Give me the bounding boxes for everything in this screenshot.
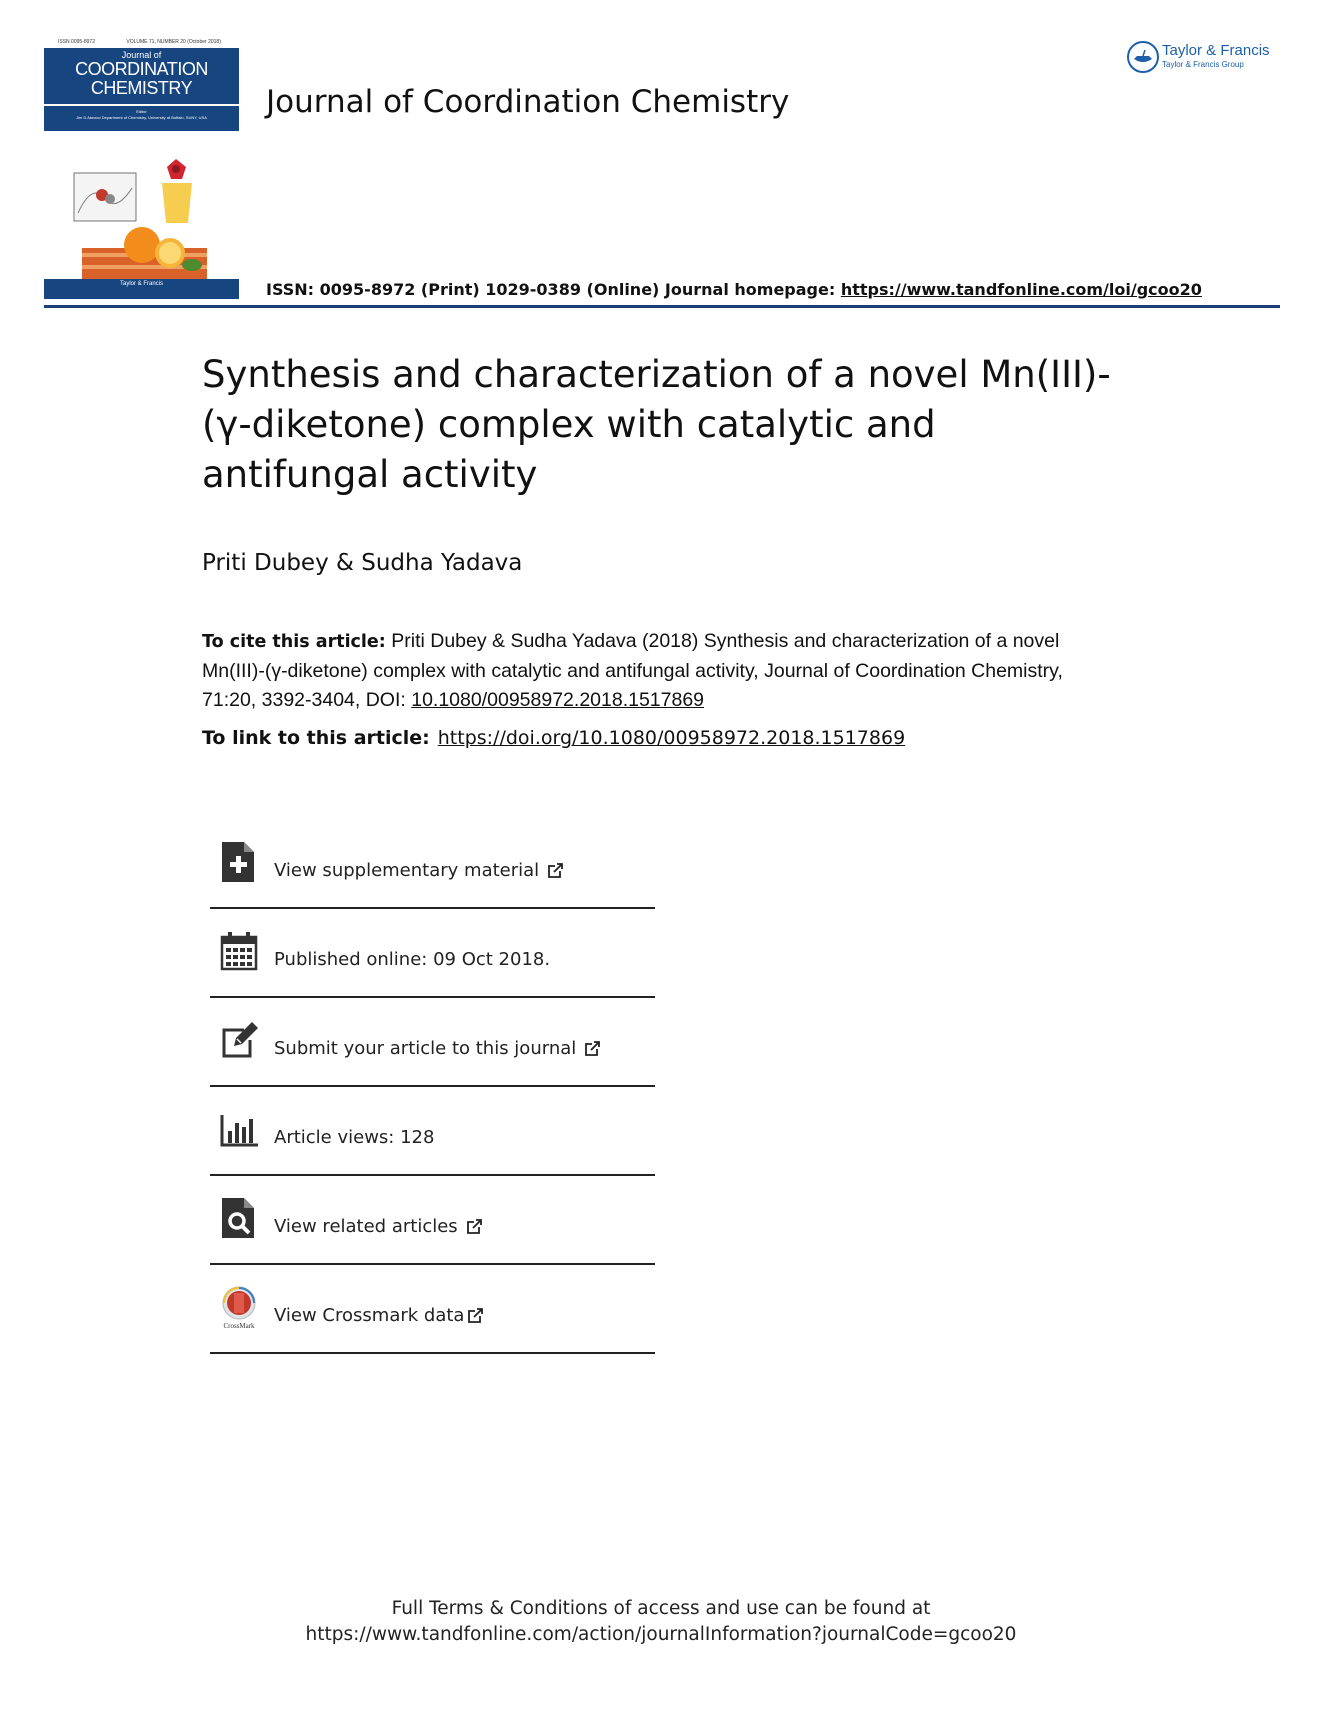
- article-link-line: [202, 727, 905, 749]
- document-search-icon: [220, 1196, 258, 1240]
- publisher-name: Taylor & Francis: [1162, 42, 1270, 59]
- journal-homepage-link[interactable]: https://www.tandfonline.com/loi/gcoo20: [840, 280, 1202, 299]
- action-crossmark[interactable]: [210, 1265, 655, 1354]
- cover-title-line2: CHEMISTRY: [90, 78, 193, 98]
- issn-text: ISSN: 0095-8972 (Print) 1029-0389 (Online) Journal homepage:: [266, 280, 841, 299]
- issn-line: [266, 280, 1202, 299]
- journal-title[interactable]: Journal of Coordination Chemistry: [266, 84, 790, 120]
- action-label: View Crossmark data: [274, 1305, 465, 1326]
- action-label: Article views: 128: [274, 1127, 435, 1148]
- publisher-logo[interactable]: [1126, 38, 1286, 78]
- cover-illustration: [72, 153, 212, 288]
- publisher-group: Taylor & Francis Group: [1162, 60, 1244, 69]
- cover-editor-name: Jim D Atwood Department of Chemistry, University at Buffalo, SUNY, USA: [76, 115, 207, 120]
- external-link-icon: [467, 1307, 484, 1324]
- article-title: Synthesis and characterization of a novel Mn(III)-(γ-diketone) complex with catalytic and antifungal activity: [202, 353, 1111, 496]
- cover-footer: Taylor & Francis: [44, 279, 239, 299]
- publisher-lamp-icon: [1126, 40, 1160, 74]
- journal-cover[interactable]: [44, 38, 239, 303]
- citation-doi-link[interactable]: 10.1080/00958972.2018.1517869: [411, 689, 705, 711]
- terms-footer: [0, 1596, 1322, 1648]
- external-link-icon: [547, 862, 564, 879]
- article-link-label: To link to this article:: [202, 727, 430, 749]
- action-label: Published online: 09 Oct 2018.: [274, 949, 551, 970]
- article-authors: Priti Dubey & Sudha Yadava: [202, 550, 523, 576]
- cover-editor: [44, 106, 239, 131]
- article-actions-list: [210, 820, 655, 1354]
- cover-journal-of: Journal of: [121, 50, 162, 60]
- terms-line1: Full Terms & Conditions of access and use can be found at: [391, 1598, 931, 1619]
- terms-url[interactable]: https://www.tandfonline.com/action/journalInformation?journalCode=gcoo20: [305, 1624, 1017, 1645]
- document-plus-icon: [220, 840, 258, 884]
- cover-title-line1: COORDINATION: [75, 59, 208, 79]
- citation-text: Priti Dubey & Sudha Yadava (2018) Synthesis and characterization of a novel Mn(III)-(γ-diketone) complex with catalytic and antifungal activity, Journal of Coordination Chemistry, 71:20, 3392-3404, DOI:: [202, 630, 1063, 711]
- cover-issn: ISSN 0095-8972: [58, 39, 95, 45]
- action-label: Submit your article to this journal: [274, 1038, 577, 1059]
- citation-block: [202, 627, 1102, 715]
- external-link-icon: [466, 1218, 483, 1235]
- crossmark-caption: CrossMark: [223, 1322, 255, 1329]
- crossmark-icon: [220, 1285, 258, 1329]
- cover-volume: VOLUME 71, NUMBER 20 (October 2018): [126, 39, 221, 45]
- calendar-icon: [220, 929, 258, 973]
- action-article-views: [210, 1087, 655, 1176]
- edit-icon: [220, 1018, 258, 1062]
- cover-title-band: [44, 48, 239, 104]
- bar-chart-icon: [220, 1107, 258, 1151]
- citation-label: To cite this article:: [202, 632, 386, 652]
- external-link-icon: [584, 1040, 601, 1057]
- action-label: View supplementary material: [274, 860, 540, 881]
- cover-meta: [58, 39, 233, 45]
- cover-editor-label: Editor: [136, 109, 147, 114]
- action-submit-article[interactable]: [210, 998, 655, 1087]
- action-supplementary-material[interactable]: [210, 820, 655, 909]
- action-related-articles[interactable]: [210, 1176, 655, 1265]
- article-doi-url[interactable]: https://doi.org/10.1080/00958972.2018.1517869: [437, 727, 906, 749]
- action-published-online: [210, 909, 655, 998]
- action-label: View related articles: [274, 1216, 458, 1237]
- header-divider: [44, 305, 1280, 308]
